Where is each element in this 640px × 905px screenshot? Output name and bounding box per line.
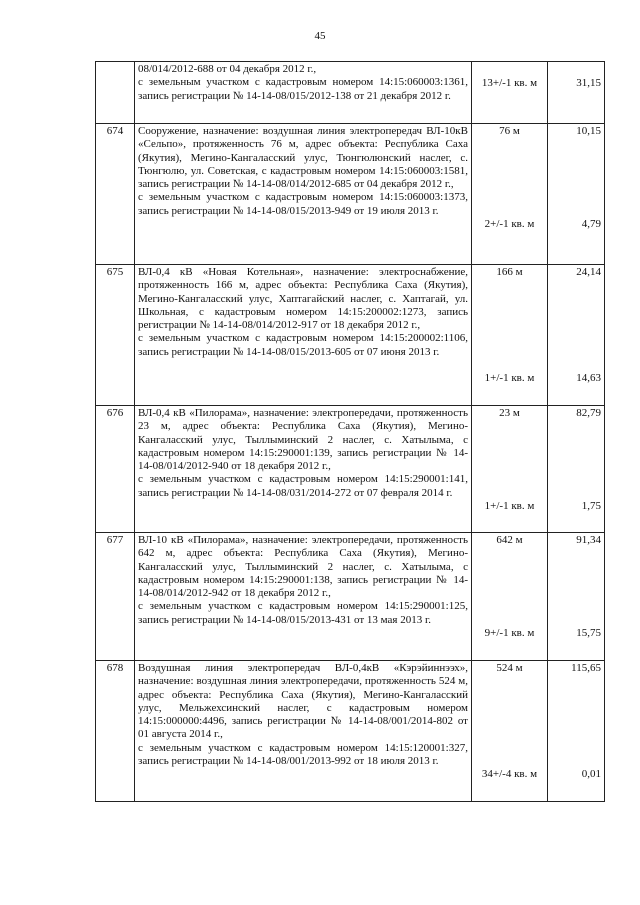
land-value: 0,01: [581, 768, 601, 780]
land-plot-description: с земельным участком с кадастровым номером 14:15:200002:1106, запись регистрации № 14-14-08/015/2013-605 от 07 июня 2013 г.: [138, 332, 468, 358]
object-value: 115,65: [571, 662, 601, 674]
row-number: 677: [96, 533, 135, 661]
object-description-cell: [135, 406, 472, 533]
land-value: 31,15: [576, 77, 601, 89]
size-cell: [472, 661, 548, 802]
row-number: 675: [96, 265, 135, 406]
value-cell: [548, 661, 605, 802]
land-plot-description: с земельным участком с кадастровым номером 14:15:290001:125, запись регистрации № 14-14-08/015/2013-431 от 13 мая 2013 г.: [138, 600, 468, 626]
land-value: 14,63: [576, 372, 601, 384]
object-value: 10,15: [576, 125, 601, 137]
object-description-cell: [135, 533, 472, 661]
object-description-cell: [135, 265, 472, 406]
land-size: 1+/-1 кв. м: [484, 500, 535, 512]
row-number: 676: [96, 406, 135, 533]
object-description: ВЛ-0,4 кВ «Пилорама», назначение: электропередачи, протяженность 23 м, адрес объекта: Республика Саха (Якутия), Мегино-Кангаласский улус, Тыллыминский 2 наслег, с. Хатылыма, с кадастровым номером 14:15:290001:139, запись регистрации № 14-14-08/014/2012-940 от 18 декабря 2012 г.,: [138, 407, 468, 473]
value-cell: [548, 265, 605, 406]
object-description: 08/014/2012-688 от 04 декабря 2012 г.,: [138, 63, 317, 75]
object-size: 642 м: [496, 534, 523, 546]
value-cell: [548, 406, 605, 533]
object-description: Воздушная линия электропередач ВЛ-0,4кВ «Кэрэйиннээх», назначение: воздушная линия электропередачи, протяженность 524 м, адрес объекта: Республика Саха (Якутия), Мегино-Кангаласский улус, Мельжехсинский наслег, с кадастровым номером 14:15:000000:4496, запись регистрации № 14-14-08/001/2014-802 от 01 августа 2014 г.,: [138, 662, 468, 741]
land-size: 13+/-1 кв. м: [481, 77, 538, 89]
table-row: [96, 124, 605, 265]
row-number: [96, 62, 135, 124]
land-plot-description: с земельным участком с кадастровым номером 14:15:060003:1361, запись регистрации № 14-14-08/015/2012-138 от 21 декабря 2012 г.: [138, 76, 468, 102]
property-register-table: [95, 61, 605, 802]
table-row: [96, 265, 605, 406]
land-value: 4,79: [581, 218, 601, 230]
land-size: 34+/-4 кв. м: [481, 768, 538, 780]
value-cell: [548, 62, 605, 124]
object-description: ВЛ-0,4 кВ «Новая Котельная», назначение: электроснабжение, протяженность 166 м, адрес объекта: Республика Саха (Якутия), Мегино-Кангаласский улус, Хаптагайский наслег, с. Хаптагай, ул. Школьная, с кадастровым номером 14:15:200002:1273, запись регистрации № 14-14-08/014/2012-917 от 18 декабря 2012 г.,: [138, 266, 468, 332]
land-value: 15,75: [576, 627, 601, 639]
object-value: 82,79: [576, 407, 601, 419]
table-row: [96, 406, 605, 533]
land-plot-description: с земельным участком с кадастровым номером 14:15:060003:1373, запись регистрации № 14-14-08/015/2013-949 от 19 июля 2013 г.: [138, 191, 468, 217]
size-cell: [472, 124, 548, 265]
row-number: 678: [96, 661, 135, 802]
land-plot-description: с земельным участком с кадастровым номером 14:15:120001:327, запись регистрации № 14-14-08/001/2013-992 от 18 июля 2013 г.: [138, 741, 468, 768]
land-size: 1+/-1 кв. м: [484, 372, 535, 384]
page-number: 45: [314, 30, 326, 42]
object-description-cell: [135, 661, 472, 802]
size-cell: [472, 406, 548, 533]
object-value: 91,34: [576, 534, 601, 546]
row-number: 674: [96, 124, 135, 265]
size-cell: [472, 533, 548, 661]
object-size: 23 м: [499, 407, 520, 419]
table-row: [96, 533, 605, 661]
object-description-cell: [135, 124, 472, 265]
object-description: Сооружение, назначение: воздушная линия электропередач ВЛ-10кВ «Сельпо», протяженность 76 м, адрес объекта: Республика Саха (Якутия), Мегино-Кангаласский улус, Тюнгюлюнский наслег, с. Тюнгюлю, ул. Советская, с кадастровым номером 14:15:060003:1581, запись регистрации № 14-14-08/014/2012-685 от 04 декабря 2012 г.,: [138, 125, 468, 191]
land-size: 2+/-1 кв. м: [484, 218, 535, 230]
land-size: 9+/-1 кв. м: [484, 627, 535, 639]
land-plot-description: с земельным участком с кадастровым номером 14:15:290001:141, запись регистрации № 14-14-08/031/2014-272 от 07 февраля 2014 г.: [138, 473, 468, 499]
object-description-cell: [135, 62, 472, 124]
object-description: ВЛ-10 кВ «Пилорама», назначение: электропередачи, протяженность 642 м, адрес объекта: Республика Саха (Якутия), Мегино-Кангаласский улус, Тыллыминский 2 наслег, с. Хатылыма, с кадастровым номером 14:15:290001:138, запись регистрации № 14-14-08/014/2012-942 от 18 декабря 2012 г.,: [138, 534, 468, 600]
value-cell: [548, 533, 605, 661]
land-value: 1,75: [581, 500, 601, 512]
size-cell: [472, 265, 548, 406]
table-row: [96, 62, 605, 124]
table-row: [96, 661, 605, 802]
object-size: 76 м: [499, 125, 520, 137]
object-size: 524 м: [496, 662, 523, 674]
object-size: 166 м: [496, 266, 523, 278]
object-value: 24,14: [576, 266, 601, 278]
size-cell: [472, 62, 548, 124]
value-cell: [548, 124, 605, 265]
